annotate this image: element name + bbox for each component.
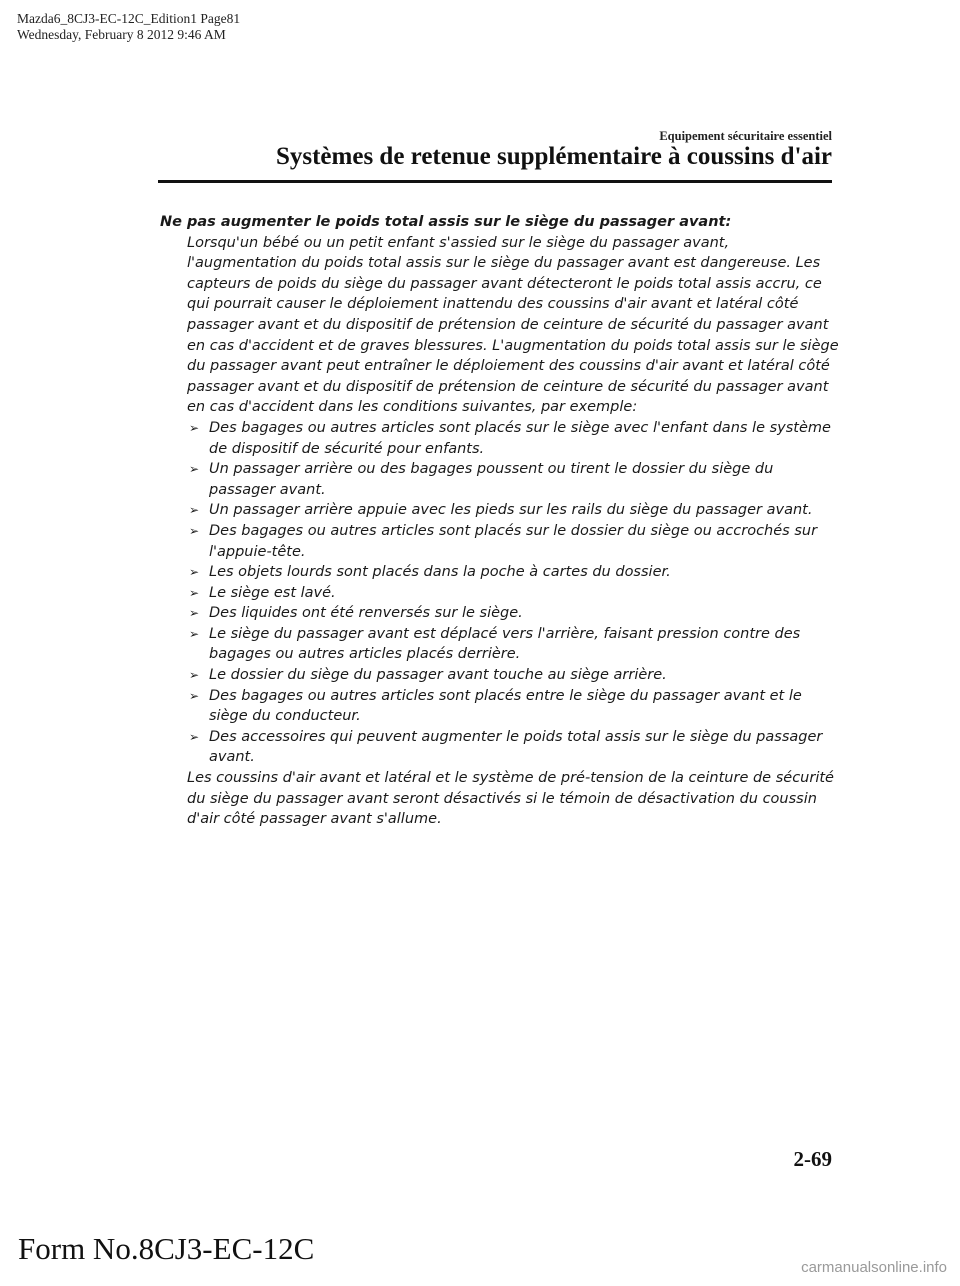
arrow-bullet-icon: ➢ xyxy=(189,626,200,641)
condition-list-item xyxy=(187,603,840,624)
condition-list-item xyxy=(187,521,840,562)
condition-list-item xyxy=(187,562,840,583)
condition-list-item xyxy=(187,665,840,686)
warning-block xyxy=(160,212,840,830)
condition-text: Des bagages ou autres articles sont placés entre le siège du passager avant et le siège du conducteur. xyxy=(209,687,802,725)
arrow-bullet-icon: ➢ xyxy=(189,606,200,621)
print-stamp-date: Wednesday, February 8 2012 9:46 AM xyxy=(17,27,226,42)
condition-list-item xyxy=(187,459,840,500)
warning-intro: Lorsqu'un bébé ou un petit enfant s'assied sur le siège du passager avant, l'augmentation du poids total assis sur le siège du passager avant est dangereuse. Les capteurs de poids du siège du passager avant détecteront le poids total assis accru, ce qui pourrait causer le déploiement inattendu des coussins d'air avant et latéral côté passager avant et du dispositif de prétension de ceinture de sécurité du passager avant en cas d'accident et de graves blessures. L'augmentation du poids total assis sur le siège du passager avant peut entraîner le déploiement des coussins d'air avant et latéral côté passager avant et du dispositif de prétension de ceinture de sécurité du passager avant en cas d'accident dans les conditions suivantes, par exemple: xyxy=(187,234,839,416)
condition-list-item xyxy=(187,727,840,768)
condition-list xyxy=(160,418,840,768)
arrow-bullet-icon: ➢ xyxy=(189,462,200,477)
condition-text: Un passager arrière ou des bagages poussent ou tirent le dossier du siège du passager avant. xyxy=(209,461,774,498)
form-number: Form No.8CJ3-EC-12C xyxy=(18,1231,315,1266)
condition-text: Des bagages ou autres articles sont placés sur le dossier du siège ou accrochés sur l'appuie-tête. xyxy=(209,522,818,560)
condition-text: Des accessoires qui peuvent augmenter le poids total assis sur le siège du passager avant. xyxy=(209,728,823,766)
condition-list-item xyxy=(187,624,840,665)
page-title: Systèmes de retenue supplémentaire à coussins d'air xyxy=(275,143,832,170)
condition-text: Le siège est lavé. xyxy=(209,584,336,601)
condition-text: Les objets lourds sont placés dans la poche à cartes du dossier. xyxy=(209,564,671,581)
condition-text: Le siège du passager avant est déplacé vers l'arrière, faisant pression contre des bagages ou autres articles placés derrière. xyxy=(209,625,801,663)
arrow-bullet-icon: ➢ xyxy=(189,565,200,580)
print-stamp xyxy=(17,11,240,43)
condition-list-item xyxy=(187,418,840,459)
arrow-bullet-icon: ➢ xyxy=(189,420,200,435)
arrow-bullet-icon: ➢ xyxy=(189,688,200,703)
arrow-bullet-icon: ➢ xyxy=(189,729,200,744)
condition-text: Un passager arrière appuie avec les pieds sur les rails du siège du passager avant. xyxy=(209,502,813,519)
watermark: carmanualsonline.info xyxy=(801,1259,947,1276)
condition-text: Des liquides ont été renversés sur le siège. xyxy=(209,605,523,622)
title-divider xyxy=(158,180,832,183)
warning-closing: Les coussins d'air avant et latéral et le système de pré-tension de la ceinture de sécurité du siège du passager avant seront désactivés si le témoin de désactivation du coussin d'air côté passager avant s'allume. xyxy=(187,770,834,828)
condition-list-item xyxy=(187,686,840,727)
arrow-bullet-icon: ➢ xyxy=(189,668,200,683)
condition-list-item xyxy=(187,500,840,521)
print-stamp-file: Mazda6_8CJ3-EC-12C_Edition1 Page81 xyxy=(17,11,241,26)
condition-list-item xyxy=(187,583,840,604)
warning-heading: Ne pas augmenter le poids total assis sur le siège du passager avant: xyxy=(160,214,732,230)
arrow-bullet-icon: ➢ xyxy=(189,585,200,600)
arrow-bullet-icon: ➢ xyxy=(189,523,200,538)
condition-text: Le dossier du siège du passager avant touche au siège arrière. xyxy=(209,667,667,684)
condition-text: Des bagages ou autres articles sont placés sur le siège avec l'enfant dans le système de dispositif de sécurité pour enfants. xyxy=(209,419,831,457)
arrow-bullet-icon: ➢ xyxy=(189,503,200,518)
section-label: Equipement sécuritaire essentiel xyxy=(659,129,832,143)
page-number: 2-69 xyxy=(793,1147,832,1171)
